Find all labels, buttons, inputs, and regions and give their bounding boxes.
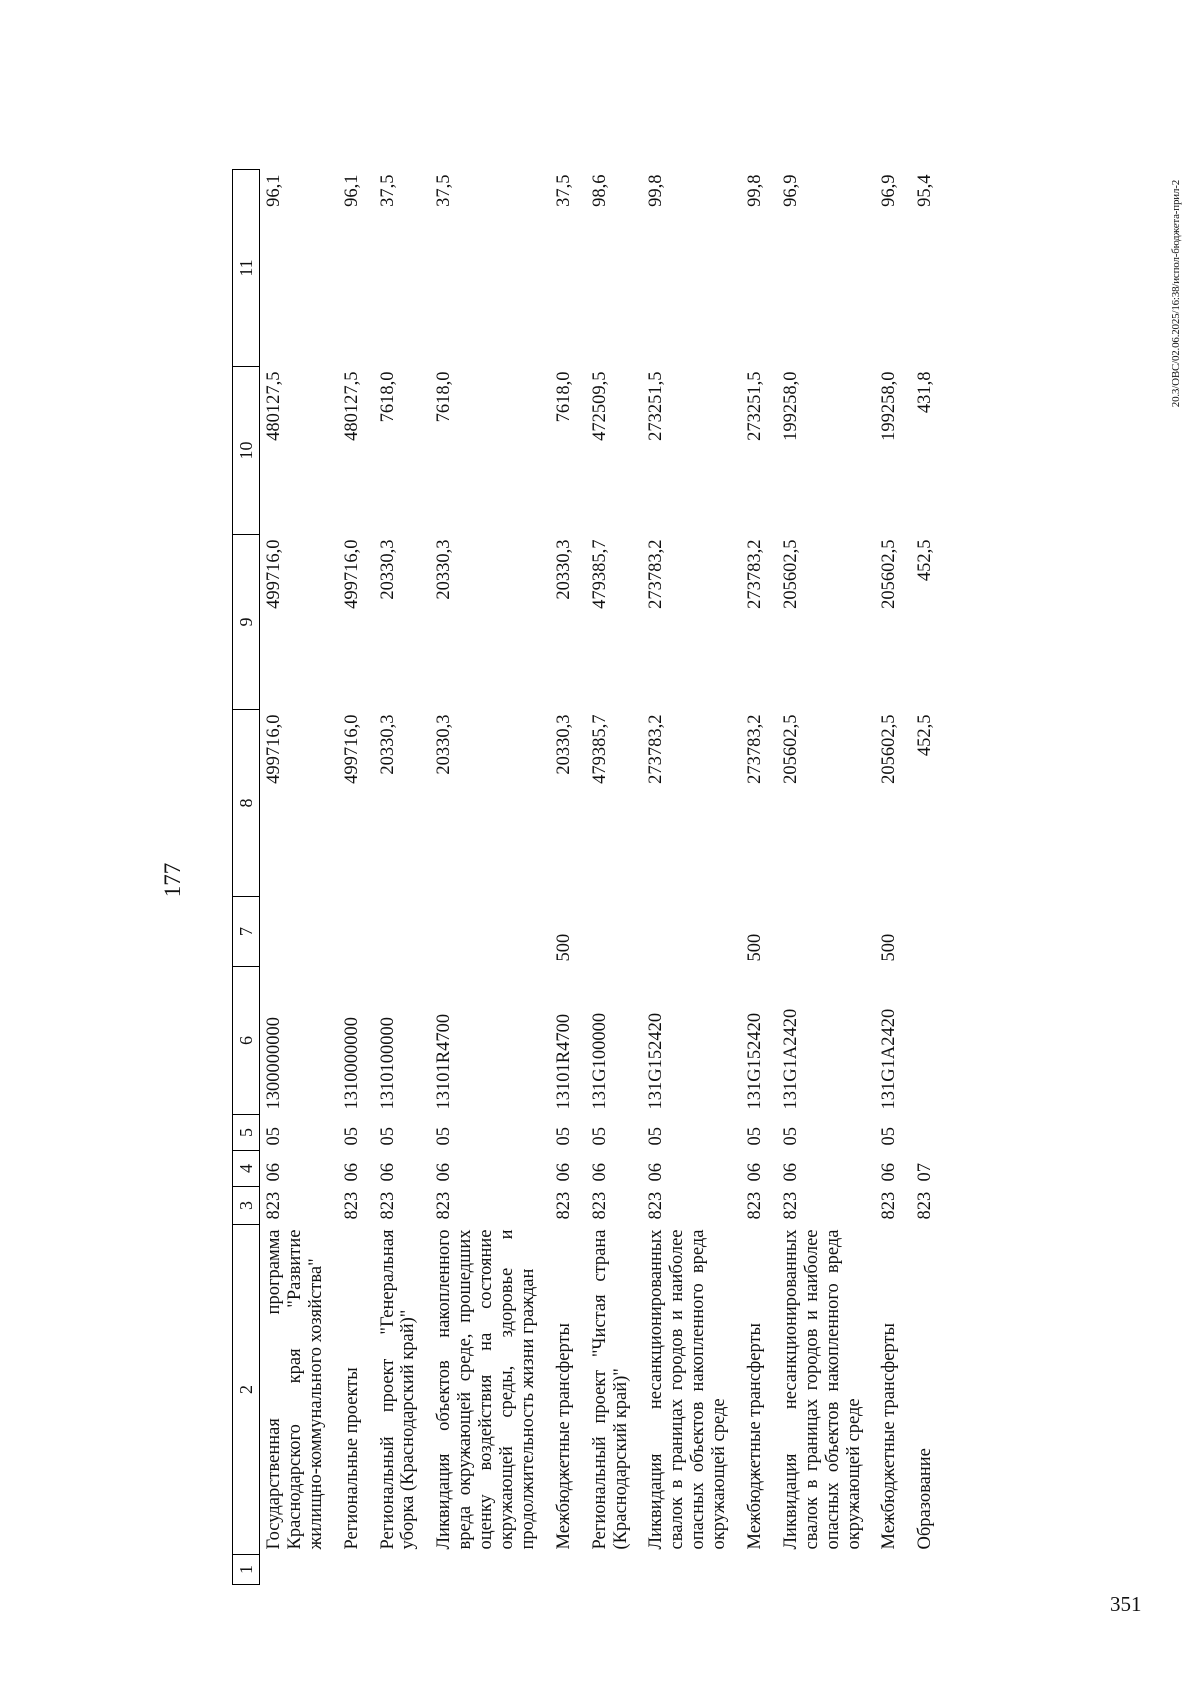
table-row xyxy=(777,170,876,1585)
section-code-cell: 06 xyxy=(589,1163,610,1182)
value-cell: 20330,3 xyxy=(377,714,398,775)
rotated-document-page xyxy=(160,160,1200,1600)
value-cell: 273783,2 xyxy=(646,539,667,609)
ministry-code-cell: 823 xyxy=(780,1191,801,1220)
target-item-code-cell: 1310000000 xyxy=(341,1017,362,1110)
row-index-cell xyxy=(430,1555,549,1585)
expense-type-code-cell: 500 xyxy=(879,933,900,962)
row-index-cell xyxy=(374,1555,431,1585)
value-cell: 431,8 xyxy=(915,371,936,414)
expense-type-code-cell xyxy=(911,897,947,967)
target-item-code-cell: 131G100000 xyxy=(589,1012,610,1110)
row-name-cell: Межбюджетные трансферты xyxy=(879,1323,900,1550)
ministry-code-cell: 823 xyxy=(553,1191,574,1220)
ministry-code-cell: 823 xyxy=(745,1191,766,1220)
row-index-cell xyxy=(338,1555,374,1585)
subsection-code-cell: 05 xyxy=(879,1127,900,1146)
row-name-cell: Образование xyxy=(915,1448,936,1550)
expense-type-code-cell: 500 xyxy=(553,933,574,962)
table-row xyxy=(911,170,947,1585)
value-cell: 20330,3 xyxy=(434,539,455,600)
row-name-cell: Межбюджетные трансферты xyxy=(553,1323,574,1550)
subsection-code-cell: 05 xyxy=(377,1127,398,1146)
table-row xyxy=(260,170,338,1585)
value-cell: 472509,5 xyxy=(589,371,610,441)
percent-cell: 96,1 xyxy=(341,174,362,207)
document-page-number: 177 xyxy=(160,862,185,898)
value-cell: 499716,0 xyxy=(341,714,362,784)
row-index-cell xyxy=(911,1555,947,1585)
page-number: 351 xyxy=(1110,1592,1142,1616)
budget-execution-table xyxy=(232,169,947,1585)
expense-type-code-cell xyxy=(260,897,338,967)
row-index-cell xyxy=(260,1555,338,1585)
subsection-code-cell xyxy=(911,1115,947,1151)
section-code-cell: 06 xyxy=(434,1163,455,1182)
percent-cell: 95,4 xyxy=(915,174,936,207)
row-name-cell: Ликвидация несанкционированных свалок в границах городов и наиболее опасных объектов накопленного вреда окружающей среде xyxy=(646,1229,730,1550)
column-header: 2 xyxy=(233,1225,260,1555)
section-code-cell: 06 xyxy=(646,1163,667,1182)
target-item-code-cell: 131G152420 xyxy=(646,1012,667,1110)
target-item-code-cell: 1300000000 xyxy=(264,1017,284,1110)
document-footer-code: 20.3/ОВС/02.06.2025/16:38/испол-бюджета-прил-2 xyxy=(1170,180,1182,408)
row-index-cell xyxy=(550,1555,586,1585)
section-code-cell: 06 xyxy=(377,1163,398,1182)
value-cell: 20330,3 xyxy=(434,714,455,775)
ministry-code-cell: 823 xyxy=(341,1191,362,1220)
percent-cell: 37,5 xyxy=(377,174,398,207)
ministry-code-cell: 823 xyxy=(264,1191,284,1220)
column-header: 10 xyxy=(233,367,260,535)
value-cell: 479385,7 xyxy=(589,714,610,784)
target-item-code-cell: 131G1A2420 xyxy=(780,1008,801,1110)
expense-type-code-cell xyxy=(338,897,374,967)
expense-type-code-cell: 500 xyxy=(745,933,766,962)
ministry-code-cell: 823 xyxy=(646,1191,667,1220)
target-item-code-cell: 13101R4700 xyxy=(553,1013,574,1110)
subsection-code-cell: 05 xyxy=(646,1127,667,1146)
value-cell: 480127,5 xyxy=(264,371,284,441)
row-name-cell: Региональный проект "Чистая страна (Краснодарский край)" xyxy=(589,1229,631,1550)
section-code-cell: 07 xyxy=(915,1163,936,1182)
value-cell: 479385,7 xyxy=(589,539,610,609)
value-cell: 205602,5 xyxy=(780,539,801,609)
section-code-cell: 06 xyxy=(745,1163,766,1182)
subsection-code-cell: 05 xyxy=(434,1127,455,1146)
table-row xyxy=(430,170,549,1585)
row-index-cell xyxy=(741,1555,777,1585)
value-cell: 20330,3 xyxy=(377,539,398,600)
value-cell: 205602,5 xyxy=(879,539,900,609)
expense-type-code-cell xyxy=(374,897,431,967)
target-item-code-cell: 13101R4700 xyxy=(434,1013,455,1110)
percent-cell: 96,9 xyxy=(879,174,900,207)
ministry-code-cell: 823 xyxy=(915,1191,936,1220)
value-cell: 7618,0 xyxy=(434,371,455,423)
subsection-code-cell: 05 xyxy=(745,1127,766,1146)
subsection-code-cell: 05 xyxy=(341,1127,362,1146)
column-header: 1 xyxy=(233,1555,260,1585)
table-row xyxy=(550,170,586,1585)
column-header: 7 xyxy=(233,897,260,967)
column-header: 9 xyxy=(233,535,260,710)
percent-cell: 99,8 xyxy=(646,174,667,207)
value-cell: 273251,5 xyxy=(646,371,667,441)
row-index-cell xyxy=(875,1555,911,1585)
table-header-row xyxy=(233,170,260,1585)
target-item-code-cell xyxy=(911,967,947,1115)
row-name-cell: Государственная программа Краснодарского края "Развитие жилищно-коммунального хозяйства" xyxy=(264,1229,326,1550)
value-cell: 273783,2 xyxy=(646,714,667,784)
column-header: 3 xyxy=(233,1187,260,1225)
percent-cell: 37,5 xyxy=(434,174,455,207)
percent-cell: 99,8 xyxy=(745,174,766,207)
ministry-code-cell: 823 xyxy=(879,1191,900,1220)
percent-cell: 96,1 xyxy=(264,174,284,207)
row-name-cell: Межбюджетные трансферты xyxy=(745,1323,766,1550)
value-cell: 7618,0 xyxy=(553,371,574,423)
value-cell: 452,5 xyxy=(915,714,936,757)
value-cell: 7618,0 xyxy=(377,371,398,423)
table-row xyxy=(338,170,374,1585)
table-body xyxy=(260,170,948,1585)
expense-type-code-cell xyxy=(430,897,549,967)
row-name-cell: Региональные проекты xyxy=(341,1367,362,1550)
subsection-code-cell: 05 xyxy=(589,1127,610,1146)
row-index-cell xyxy=(642,1555,741,1585)
value-cell: 20330,3 xyxy=(553,539,574,600)
row-name-cell: Ликвидация объектов накопленного вреда окружающей среде, прошедших оценку воздействия на состояние окружающей среды, здоровье и продолжительность жизни граждан xyxy=(434,1229,538,1550)
value-cell: 205602,5 xyxy=(780,714,801,784)
row-index-cell xyxy=(586,1555,643,1585)
value-cell: 199258,0 xyxy=(879,371,900,441)
ministry-code-cell: 823 xyxy=(589,1191,610,1220)
value-cell: 20330,3 xyxy=(553,714,574,775)
percent-cell: 37,5 xyxy=(553,174,574,207)
table-row xyxy=(741,170,777,1585)
target-item-code-cell: 131G1A2420 xyxy=(879,1008,900,1110)
target-item-code-cell: 131G152420 xyxy=(745,1012,766,1110)
value-cell: 273783,2 xyxy=(745,539,766,609)
percent-cell: 98,6 xyxy=(589,174,610,207)
value-cell: 499716,0 xyxy=(264,714,284,784)
value-cell: 273783,2 xyxy=(745,714,766,784)
section-code-cell: 06 xyxy=(341,1163,362,1182)
section-code-cell: 06 xyxy=(264,1163,284,1182)
subsection-code-cell: 05 xyxy=(780,1127,801,1146)
row-name-cell: Региональный проект "Генеральная уборка (Краснодарский край)" xyxy=(377,1229,419,1550)
table-row xyxy=(875,170,911,1585)
percent-cell: 96,9 xyxy=(780,174,801,207)
value-cell: 499716,0 xyxy=(264,539,284,609)
column-header: 8 xyxy=(233,710,260,897)
value-cell: 452,5 xyxy=(915,539,936,582)
column-header: 6 xyxy=(233,967,260,1115)
ministry-code-cell: 823 xyxy=(434,1191,455,1220)
expense-type-code-cell xyxy=(586,897,643,967)
value-cell: 199258,0 xyxy=(780,371,801,441)
value-cell: 205602,5 xyxy=(879,714,900,784)
value-cell: 273251,5 xyxy=(745,371,766,441)
expense-type-code-cell xyxy=(777,897,876,967)
table-row xyxy=(586,170,643,1585)
subsection-code-cell: 05 xyxy=(264,1127,284,1146)
section-code-cell: 06 xyxy=(780,1163,801,1182)
section-code-cell: 06 xyxy=(553,1163,574,1182)
column-header: 11 xyxy=(233,170,260,367)
row-index-cell xyxy=(777,1555,876,1585)
value-cell: 499716,0 xyxy=(341,539,362,609)
table-row xyxy=(374,170,431,1585)
subsection-code-cell: 05 xyxy=(553,1127,574,1146)
column-header: 4 xyxy=(233,1151,260,1187)
column-header: 5 xyxy=(233,1115,260,1151)
row-name-cell: Ликвидация несанкционированных свалок в границах городов и наиболее опасных объектов накопленного вреда окружающей среде xyxy=(780,1229,864,1550)
value-cell: 480127,5 xyxy=(341,371,362,441)
expense-type-code-cell xyxy=(642,897,741,967)
table-row xyxy=(642,170,741,1585)
target-item-code-cell: 1310100000 xyxy=(377,1017,398,1110)
section-code-cell: 06 xyxy=(879,1163,900,1182)
ministry-code-cell: 823 xyxy=(377,1191,398,1220)
